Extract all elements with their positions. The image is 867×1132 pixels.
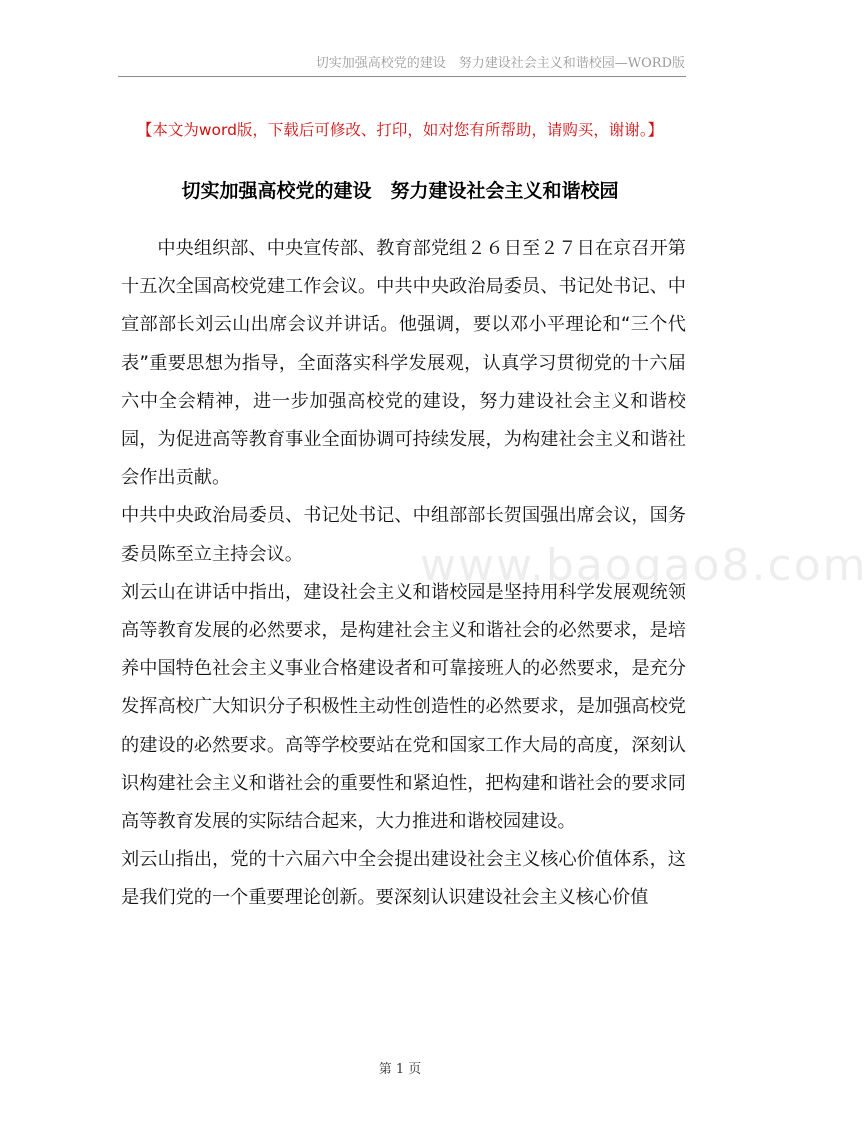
running-header: 切实加强高校党的建设 努力建设社会主义和谐校园—WORD版 xyxy=(315,56,685,71)
paragraph-1: 中央组织部、中央宣传部、教育部党组２６日至２７日在京召开第十五次全国高校党建工作会议。中共中央政治局委员、书记处书记、中宣部部长刘云山出席会议并讲话。他强调，要以邓小平理论和“三个代表”重要思想为指导，全面落实科学发展观，认真学习贯彻党的十六届六中全会精神，进一步加强高校党的建设，努力建设社会主义和谐校园，为促进高等教育事业全面协调可持续发展，为构建社会主义和谐社会作出贡献。 xyxy=(121,238,686,489)
paragraph-4: 刘云山指出，党的十六届六中全会提出建设社会主义核心价值体系，这是我们党的一个重要理论创新。要深刻认识建设社会主义核心价值 xyxy=(121,849,686,909)
watermark: www.baogao8.com xyxy=(420,540,867,591)
header-divider xyxy=(118,76,686,77)
paragraph-2: 中共中央政治局委员、书记处书记、中组部部长贺国强出席会议，国务委员陈至立主持会议。 xyxy=(121,505,686,565)
page-number: 第 1 页 xyxy=(378,1062,422,1077)
download-notice: 【本文为word版，下载后可修改、打印，如对您有所帮助，请购买，谢谢。】 xyxy=(136,121,664,139)
document-title: 切实加强高校党的建设 努力建设社会主义和谐校园 xyxy=(181,180,619,202)
paragraph-3: 刘云山在讲话中指出，建设社会主义和谐校园是坚持用科学发展观统领高等教育发展的必然要求，是构建社会主义和谐社会的必然要求，是培养中国特色社会主义事业合格建设者和可靠接班人的必然要求，是充分发挥高校广大知识分子积极性主动性创造性的必然要求，是加强高校党的建设的必然要求。高等学校要站在党和国家工作大局的高度，深刻认识构建社会主义和谐社会的重要性和紧迫性，把构建和谐社会的要求同高等教育发展的实际结合起来，大力推进和谐校园建设。 xyxy=(121,581,686,833)
